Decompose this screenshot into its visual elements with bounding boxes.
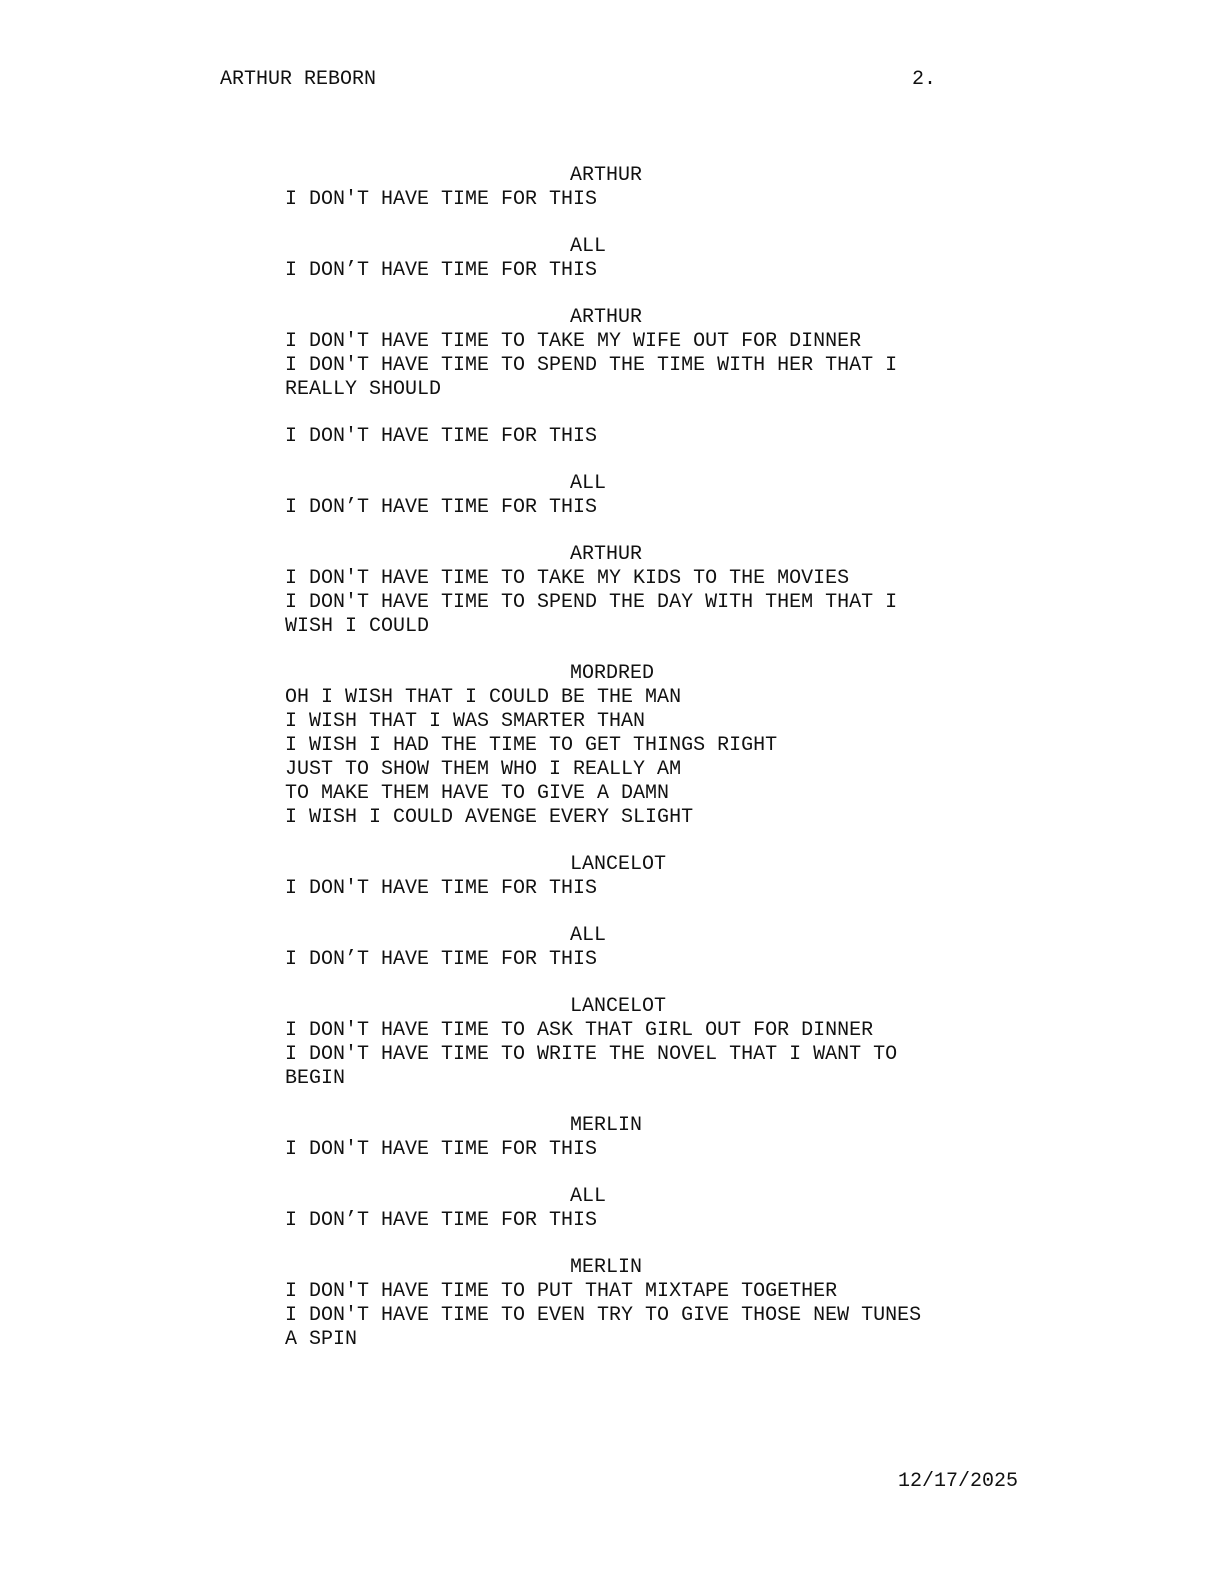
dialogue-line: I DON'T HAVE TIME TO ASK THAT GIRL OUT FOR DINNER <box>285 1019 874 1042</box>
dialogue-line: I DON'T HAVE TIME TO EVEN TRY TO GIVE THOSE NEW TUNES <box>285 1304 922 1327</box>
dialogue-line: OH I WISH THAT I COULD BE THE MAN <box>285 686 682 709</box>
character-name: MERLIN <box>570 1114 643 1137</box>
dialogue-line: TO MAKE THEM HAVE TO GIVE A DAMN <box>285 782 670 805</box>
dialogue-block <box>0 425 1224 449</box>
dialogue-block <box>0 543 1224 639</box>
character-name: ARTHUR <box>570 164 643 187</box>
dialogue-line: I DON’T HAVE TIME FOR THIS <box>285 259 598 282</box>
dialogue-block <box>0 662 1224 830</box>
dialogue-line: I DON’T HAVE TIME FOR THIS <box>285 948 598 971</box>
dialogue-block <box>0 853 1224 901</box>
character-name: ALL <box>570 924 607 947</box>
dialogue-block <box>0 472 1224 520</box>
character-name: MERLIN <box>570 1256 643 1279</box>
character-name: ALL <box>570 235 607 258</box>
dialogue-line: JUST TO SHOW THEM WHO I REALLY AM <box>285 758 682 781</box>
dialogue-line: REALLY SHOULD <box>285 378 442 401</box>
dialogue-line: I DON'T HAVE TIME FOR THIS <box>285 877 598 900</box>
character-name: LANCELOT <box>570 995 667 1018</box>
dialogue-line: I DON'T HAVE TIME TO TAKE MY WIFE OUT FOR DINNER <box>285 330 862 353</box>
dialogue-line: I WISH I COULD AVENGE EVERY SLIGHT <box>285 806 694 829</box>
dialogue-line: A SPIN <box>285 1328 358 1351</box>
dialogue-line: I DON’T HAVE TIME FOR THIS <box>285 496 598 519</box>
dialogue-line: I DON'T HAVE TIME TO SPEND THE DAY WITH THEM THAT I <box>285 591 898 614</box>
script-body <box>0 164 1224 1352</box>
character-name: MORDRED <box>570 662 655 685</box>
character-name: ARTHUR <box>570 543 643 566</box>
dialogue-block <box>0 924 1224 972</box>
footer-date: 12/17/2025 <box>898 1470 1019 1493</box>
dialogue-block <box>0 1185 1224 1233</box>
dialogue-line: BEGIN <box>285 1067 346 1090</box>
dialogue-block <box>0 1114 1224 1162</box>
dialogue-block <box>0 995 1224 1091</box>
dialogue-line: I DON'T HAVE TIME FOR THIS <box>285 188 598 211</box>
dialogue-line: I DON’T HAVE TIME FOR THIS <box>285 1209 598 1232</box>
dialogue-block <box>0 164 1224 212</box>
dialogue-line: I DON'T HAVE TIME TO PUT THAT MIXTAPE TOGETHER <box>285 1280 838 1303</box>
page-number: 2. <box>912 68 937 91</box>
character-name: ALL <box>570 1185 607 1208</box>
dialogue-block <box>0 1256 1224 1352</box>
dialogue-line: I WISH I HAD THE TIME TO GET THINGS RIGHT <box>285 734 778 757</box>
dialogue-block <box>0 235 1224 283</box>
dialogue-line: I DON'T HAVE TIME FOR THIS <box>285 425 598 448</box>
dialogue-line: I DON'T HAVE TIME TO WRITE THE NOVEL THAT I WANT TO <box>285 1043 898 1066</box>
dialogue-line: WISH I COULD <box>285 615 430 638</box>
dialogue-line: I WISH THAT I WAS SMARTER THAN <box>285 710 646 733</box>
dialogue-line: I DON'T HAVE TIME FOR THIS <box>285 1138 598 1161</box>
dialogue-line: I DON'T HAVE TIME TO TAKE MY KIDS TO THE MOVIES <box>285 567 850 590</box>
character-name: ALL <box>570 472 607 495</box>
script-title: ARTHUR REBORN <box>220 68 377 91</box>
character-name: LANCELOT <box>570 853 667 876</box>
dialogue-line: I DON'T HAVE TIME TO SPEND THE TIME WITH HER THAT I <box>285 354 898 377</box>
dialogue-block <box>0 306 1224 402</box>
character-name: ARTHUR <box>570 306 643 329</box>
